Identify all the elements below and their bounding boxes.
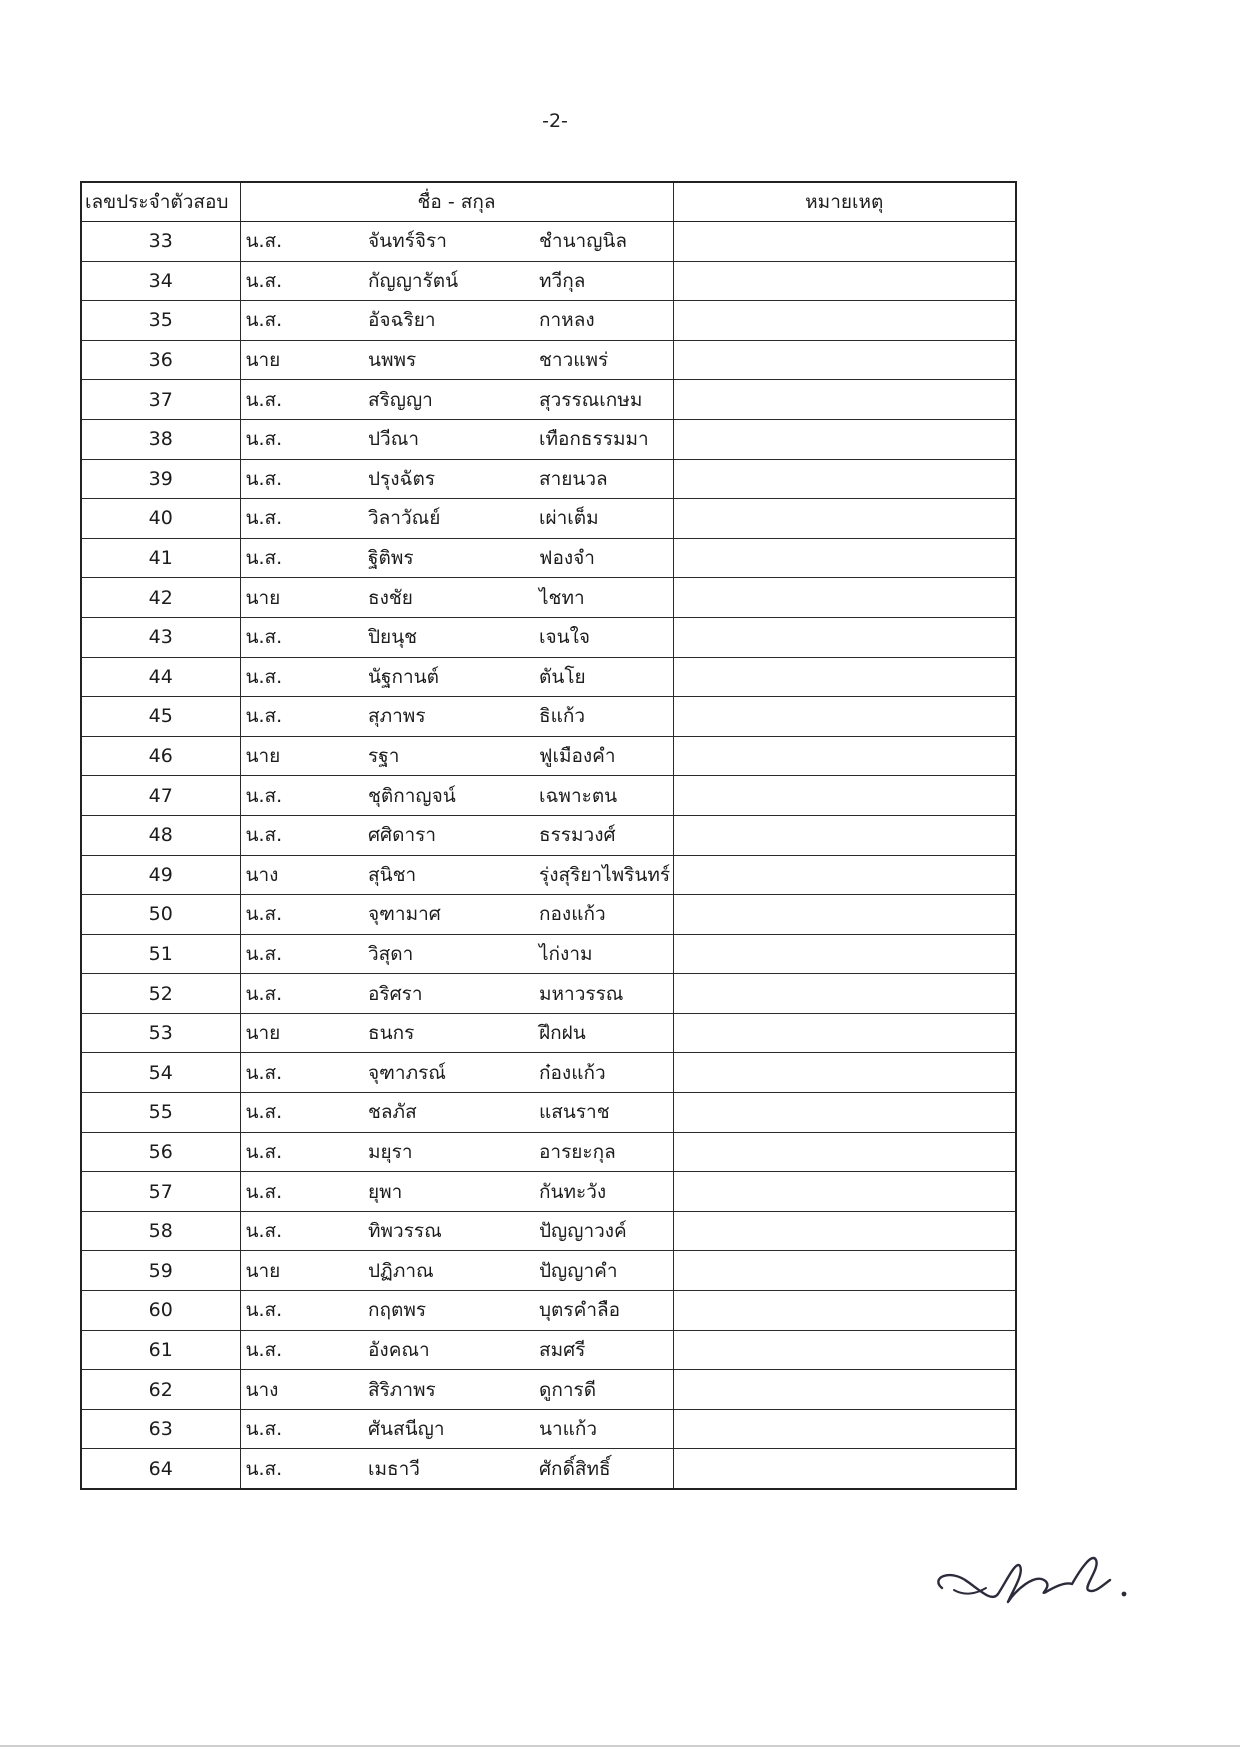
exam-id-cell: 48	[81, 815, 240, 855]
exam-id-cell: 38	[81, 419, 240, 459]
last-name-cell: สุวรรณเกษม	[514, 380, 673, 420]
title-prefix-cell: น.ส.	[240, 1330, 365, 1370]
exam-id-cell: 54	[81, 1053, 240, 1093]
last-name-cell: ตันโย	[514, 657, 673, 697]
table-row	[81, 895, 1016, 935]
exam-id-cell: 49	[81, 855, 240, 895]
first-name-cell: ปฏิภาณ	[365, 1251, 514, 1291]
remarks-cell	[673, 499, 1016, 539]
first-name-cell: ทิพวรรณ	[365, 1211, 514, 1251]
remarks-cell	[673, 697, 1016, 737]
exam-id-cell: 47	[81, 776, 240, 816]
exam-id-cell: 35	[81, 301, 240, 341]
title-prefix-cell: น.ส.	[240, 1291, 365, 1331]
exam-id-cell: 57	[81, 1172, 240, 1212]
remarks-cell	[673, 1251, 1016, 1291]
table-row	[81, 380, 1016, 420]
table-row	[81, 1449, 1016, 1489]
first-name-cell: ธนกร	[365, 1013, 514, 1053]
remarks-cell	[673, 538, 1016, 578]
table-header-row	[81, 182, 1016, 222]
first-name-cell: ธงชัย	[365, 578, 514, 618]
first-name-cell: ชลภัส	[365, 1093, 514, 1133]
table-row	[81, 1172, 1016, 1212]
table-row	[81, 340, 1016, 380]
last-name-cell: ไชทา	[514, 578, 673, 618]
header-full-name: ชื่อ - สกุล	[240, 182, 673, 222]
title-prefix-cell: น.ส.	[240, 538, 365, 578]
remarks-cell	[673, 895, 1016, 935]
title-prefix-cell: น.ส.	[240, 697, 365, 737]
remarks-cell	[673, 657, 1016, 697]
last-name-cell: ศักดิ์สิทธิ์	[514, 1449, 673, 1489]
table-row	[81, 301, 1016, 341]
remarks-cell	[673, 617, 1016, 657]
title-prefix-cell: นาย	[240, 736, 365, 776]
title-prefix-cell: น.ส.	[240, 776, 365, 816]
remarks-cell	[673, 1132, 1016, 1172]
last-name-cell: เทือกธรรมมา	[514, 419, 673, 459]
table-row	[81, 1132, 1016, 1172]
exam-id-cell: 58	[81, 1211, 240, 1251]
last-name-cell: ไก่งาม	[514, 934, 673, 974]
remarks-cell	[673, 301, 1016, 341]
exam-id-cell: 37	[81, 380, 240, 420]
exam-id-cell: 36	[81, 340, 240, 380]
title-prefix-cell: น.ส.	[240, 1409, 365, 1449]
first-name-cell: อริศรา	[365, 974, 514, 1014]
exam-id-cell: 33	[81, 222, 240, 262]
table-row	[81, 815, 1016, 855]
exam-id-cell: 55	[81, 1093, 240, 1133]
last-name-cell: ทวีกุล	[514, 261, 673, 301]
title-prefix-cell: น.ส.	[240, 617, 365, 657]
candidate-table	[80, 181, 1017, 1490]
title-prefix-cell: น.ส.	[240, 895, 365, 935]
last-name-cell: นาแก้ว	[514, 1409, 673, 1449]
title-prefix-cell: นาย	[240, 578, 365, 618]
exam-id-cell: 41	[81, 538, 240, 578]
remarks-cell	[673, 1053, 1016, 1093]
signature	[920, 1530, 1160, 1620]
remarks-cell	[673, 974, 1016, 1014]
table-row	[81, 736, 1016, 776]
exam-id-cell: 52	[81, 974, 240, 1014]
remarks-cell	[673, 815, 1016, 855]
first-name-cell: สิริภาพร	[365, 1370, 514, 1410]
first-name-cell: จุฑามาศ	[365, 895, 514, 935]
table-body	[81, 222, 1016, 1490]
table-row	[81, 419, 1016, 459]
first-name-cell: ฐิติพร	[365, 538, 514, 578]
first-name-cell: สุภาพร	[365, 697, 514, 737]
table-row	[81, 578, 1016, 618]
title-prefix-cell: น.ส.	[240, 459, 365, 499]
title-prefix-cell: น.ส.	[240, 974, 365, 1014]
last-name-cell: กองแก้ว	[514, 895, 673, 935]
table-row	[81, 974, 1016, 1014]
table-row	[81, 697, 1016, 737]
first-name-cell: เมธาวี	[365, 1449, 514, 1489]
title-prefix-cell: น.ส.	[240, 1449, 365, 1489]
exam-id-cell: 64	[81, 1449, 240, 1489]
last-name-cell: ธรรมวงศ์	[514, 815, 673, 855]
last-name-cell: สายนวล	[514, 459, 673, 499]
title-prefix-cell: นาง	[240, 1370, 365, 1410]
title-prefix-cell: น.ส.	[240, 222, 365, 262]
exam-id-cell: 61	[81, 1330, 240, 1370]
first-name-cell: จุฑาภรณ์	[365, 1053, 514, 1093]
remarks-cell	[673, 1211, 1016, 1251]
first-name-cell: อังคณา	[365, 1330, 514, 1370]
title-prefix-cell: น.ส.	[240, 380, 365, 420]
title-prefix-cell: นาย	[240, 1013, 365, 1053]
remarks-cell	[673, 1370, 1016, 1410]
table-row	[81, 855, 1016, 895]
exam-id-cell: 42	[81, 578, 240, 618]
first-name-cell: สริญญา	[365, 380, 514, 420]
remarks-cell	[673, 419, 1016, 459]
remarks-cell	[673, 1172, 1016, 1212]
remarks-cell	[673, 578, 1016, 618]
first-name-cell: ศันสนีญา	[365, 1409, 514, 1449]
remarks-cell	[673, 855, 1016, 895]
first-name-cell: สุนิชา	[365, 855, 514, 895]
title-prefix-cell: น.ส.	[240, 1053, 365, 1093]
table-row	[81, 222, 1016, 262]
last-name-cell: ฟูเมืองคำ	[514, 736, 673, 776]
remarks-cell	[673, 1093, 1016, 1133]
page-number: -2-	[542, 110, 568, 132]
title-prefix-cell: น.ส.	[240, 1211, 365, 1251]
remarks-cell	[673, 380, 1016, 420]
title-prefix-cell: น.ส.	[240, 1132, 365, 1172]
table-row	[81, 1330, 1016, 1370]
first-name-cell: นัฐกานต์	[365, 657, 514, 697]
exam-id-cell: 60	[81, 1291, 240, 1331]
table-row	[81, 617, 1016, 657]
first-name-cell: ปวีณา	[365, 419, 514, 459]
exam-id-cell: 39	[81, 459, 240, 499]
title-prefix-cell: น.ส.	[240, 261, 365, 301]
title-prefix-cell: น.ส.	[240, 419, 365, 459]
table-row	[81, 776, 1016, 816]
table-row	[81, 1370, 1016, 1410]
last-name-cell: ชาวแพร่	[514, 340, 673, 380]
header-remarks: หมายเหตุ	[673, 182, 1016, 222]
table-row	[81, 657, 1016, 697]
first-name-cell: ชุติกาญจน์	[365, 776, 514, 816]
last-name-cell: กาหลง	[514, 301, 673, 341]
first-name-cell: กัญญารัตน์	[365, 261, 514, 301]
remarks-cell	[673, 261, 1016, 301]
scan-edge-line	[0, 1745, 1240, 1747]
remarks-cell	[673, 1291, 1016, 1331]
exam-id-cell: 45	[81, 697, 240, 737]
last-name-cell: สมศรี	[514, 1330, 673, 1370]
remarks-cell	[673, 340, 1016, 380]
title-prefix-cell: น.ส.	[240, 1172, 365, 1212]
title-prefix-cell: น.ส.	[240, 815, 365, 855]
title-prefix-cell: นาง	[240, 855, 365, 895]
exam-id-cell: 50	[81, 895, 240, 935]
title-prefix-cell: น.ส.	[240, 657, 365, 697]
exam-id-cell: 51	[81, 934, 240, 974]
first-name-cell: ศศิดารา	[365, 815, 514, 855]
last-name-cell: รุ่งสุริยาไพรินทร์	[514, 855, 673, 895]
remarks-cell	[673, 222, 1016, 262]
last-name-cell: ก๋องแก้ว	[514, 1053, 673, 1093]
first-name-cell: วิสุดา	[365, 934, 514, 974]
remarks-cell	[673, 1449, 1016, 1489]
table-row	[81, 1251, 1016, 1291]
first-name-cell: นพพร	[365, 340, 514, 380]
exam-id-cell: 46	[81, 736, 240, 776]
table-row	[81, 1093, 1016, 1133]
table-row	[81, 1013, 1016, 1053]
remarks-cell	[673, 736, 1016, 776]
remarks-cell	[673, 1409, 1016, 1449]
exam-id-cell: 59	[81, 1251, 240, 1291]
exam-id-cell: 44	[81, 657, 240, 697]
first-name-cell: กฤตพร	[365, 1291, 514, 1331]
table-row	[81, 261, 1016, 301]
first-name-cell: อัจฉริยา	[365, 301, 514, 341]
last-name-cell: เผ่าเต็ม	[514, 499, 673, 539]
exam-id-cell: 56	[81, 1132, 240, 1172]
remarks-cell	[673, 1330, 1016, 1370]
exam-id-cell: 63	[81, 1409, 240, 1449]
last-name-cell: แสนราช	[514, 1093, 673, 1133]
last-name-cell: กันทะวัง	[514, 1172, 673, 1212]
exam-id-cell: 34	[81, 261, 240, 301]
table-row	[81, 934, 1016, 974]
remarks-cell	[673, 934, 1016, 974]
header-exam-id: เลขประจำตัวสอบ	[81, 182, 240, 222]
remarks-cell	[673, 776, 1016, 816]
table-row	[81, 1409, 1016, 1449]
table-row	[81, 538, 1016, 578]
table-row	[81, 459, 1016, 499]
first-name-cell: ปรุงฉัตร	[365, 459, 514, 499]
first-name-cell: วิลาวัณย์	[365, 499, 514, 539]
title-prefix-cell: น.ส.	[240, 301, 365, 341]
first-name-cell: ยุพา	[365, 1172, 514, 1212]
last-name-cell: ปัญญาวงค์	[514, 1211, 673, 1251]
title-prefix-cell: น.ส.	[240, 499, 365, 539]
last-name-cell: ฟองจำ	[514, 538, 673, 578]
exam-id-cell: 62	[81, 1370, 240, 1410]
title-prefix-cell: น.ส.	[240, 934, 365, 974]
table-row	[81, 499, 1016, 539]
first-name-cell: ปิยนุช	[365, 617, 514, 657]
title-prefix-cell: น.ส.	[240, 1093, 365, 1133]
first-name-cell: มยุรา	[365, 1132, 514, 1172]
remarks-cell	[673, 1013, 1016, 1053]
exam-id-cell: 40	[81, 499, 240, 539]
first-name-cell: จันทร์จิรา	[365, 222, 514, 262]
last-name-cell: อารยะกุล	[514, 1132, 673, 1172]
table-row	[81, 1291, 1016, 1331]
last-name-cell: บุตรคำลือ	[514, 1291, 673, 1331]
table-row	[81, 1053, 1016, 1093]
first-name-cell: รฐา	[365, 736, 514, 776]
last-name-cell: ดูการดี	[514, 1370, 673, 1410]
last-name-cell: มหาวรรณ	[514, 974, 673, 1014]
last-name-cell: ปัญญาคำ	[514, 1251, 673, 1291]
title-prefix-cell: นาย	[240, 340, 365, 380]
remarks-cell	[673, 459, 1016, 499]
last-name-cell: ฝึกฝน	[514, 1013, 673, 1053]
last-name-cell: เจนใจ	[514, 617, 673, 657]
exam-id-cell: 53	[81, 1013, 240, 1053]
last-name-cell: เฉพาะตน	[514, 776, 673, 816]
last-name-cell: ธิแก้ว	[514, 697, 673, 737]
last-name-cell: ชำนาญนิล	[514, 222, 673, 262]
exam-id-cell: 43	[81, 617, 240, 657]
title-prefix-cell: นาย	[240, 1251, 365, 1291]
table-row	[81, 1211, 1016, 1251]
